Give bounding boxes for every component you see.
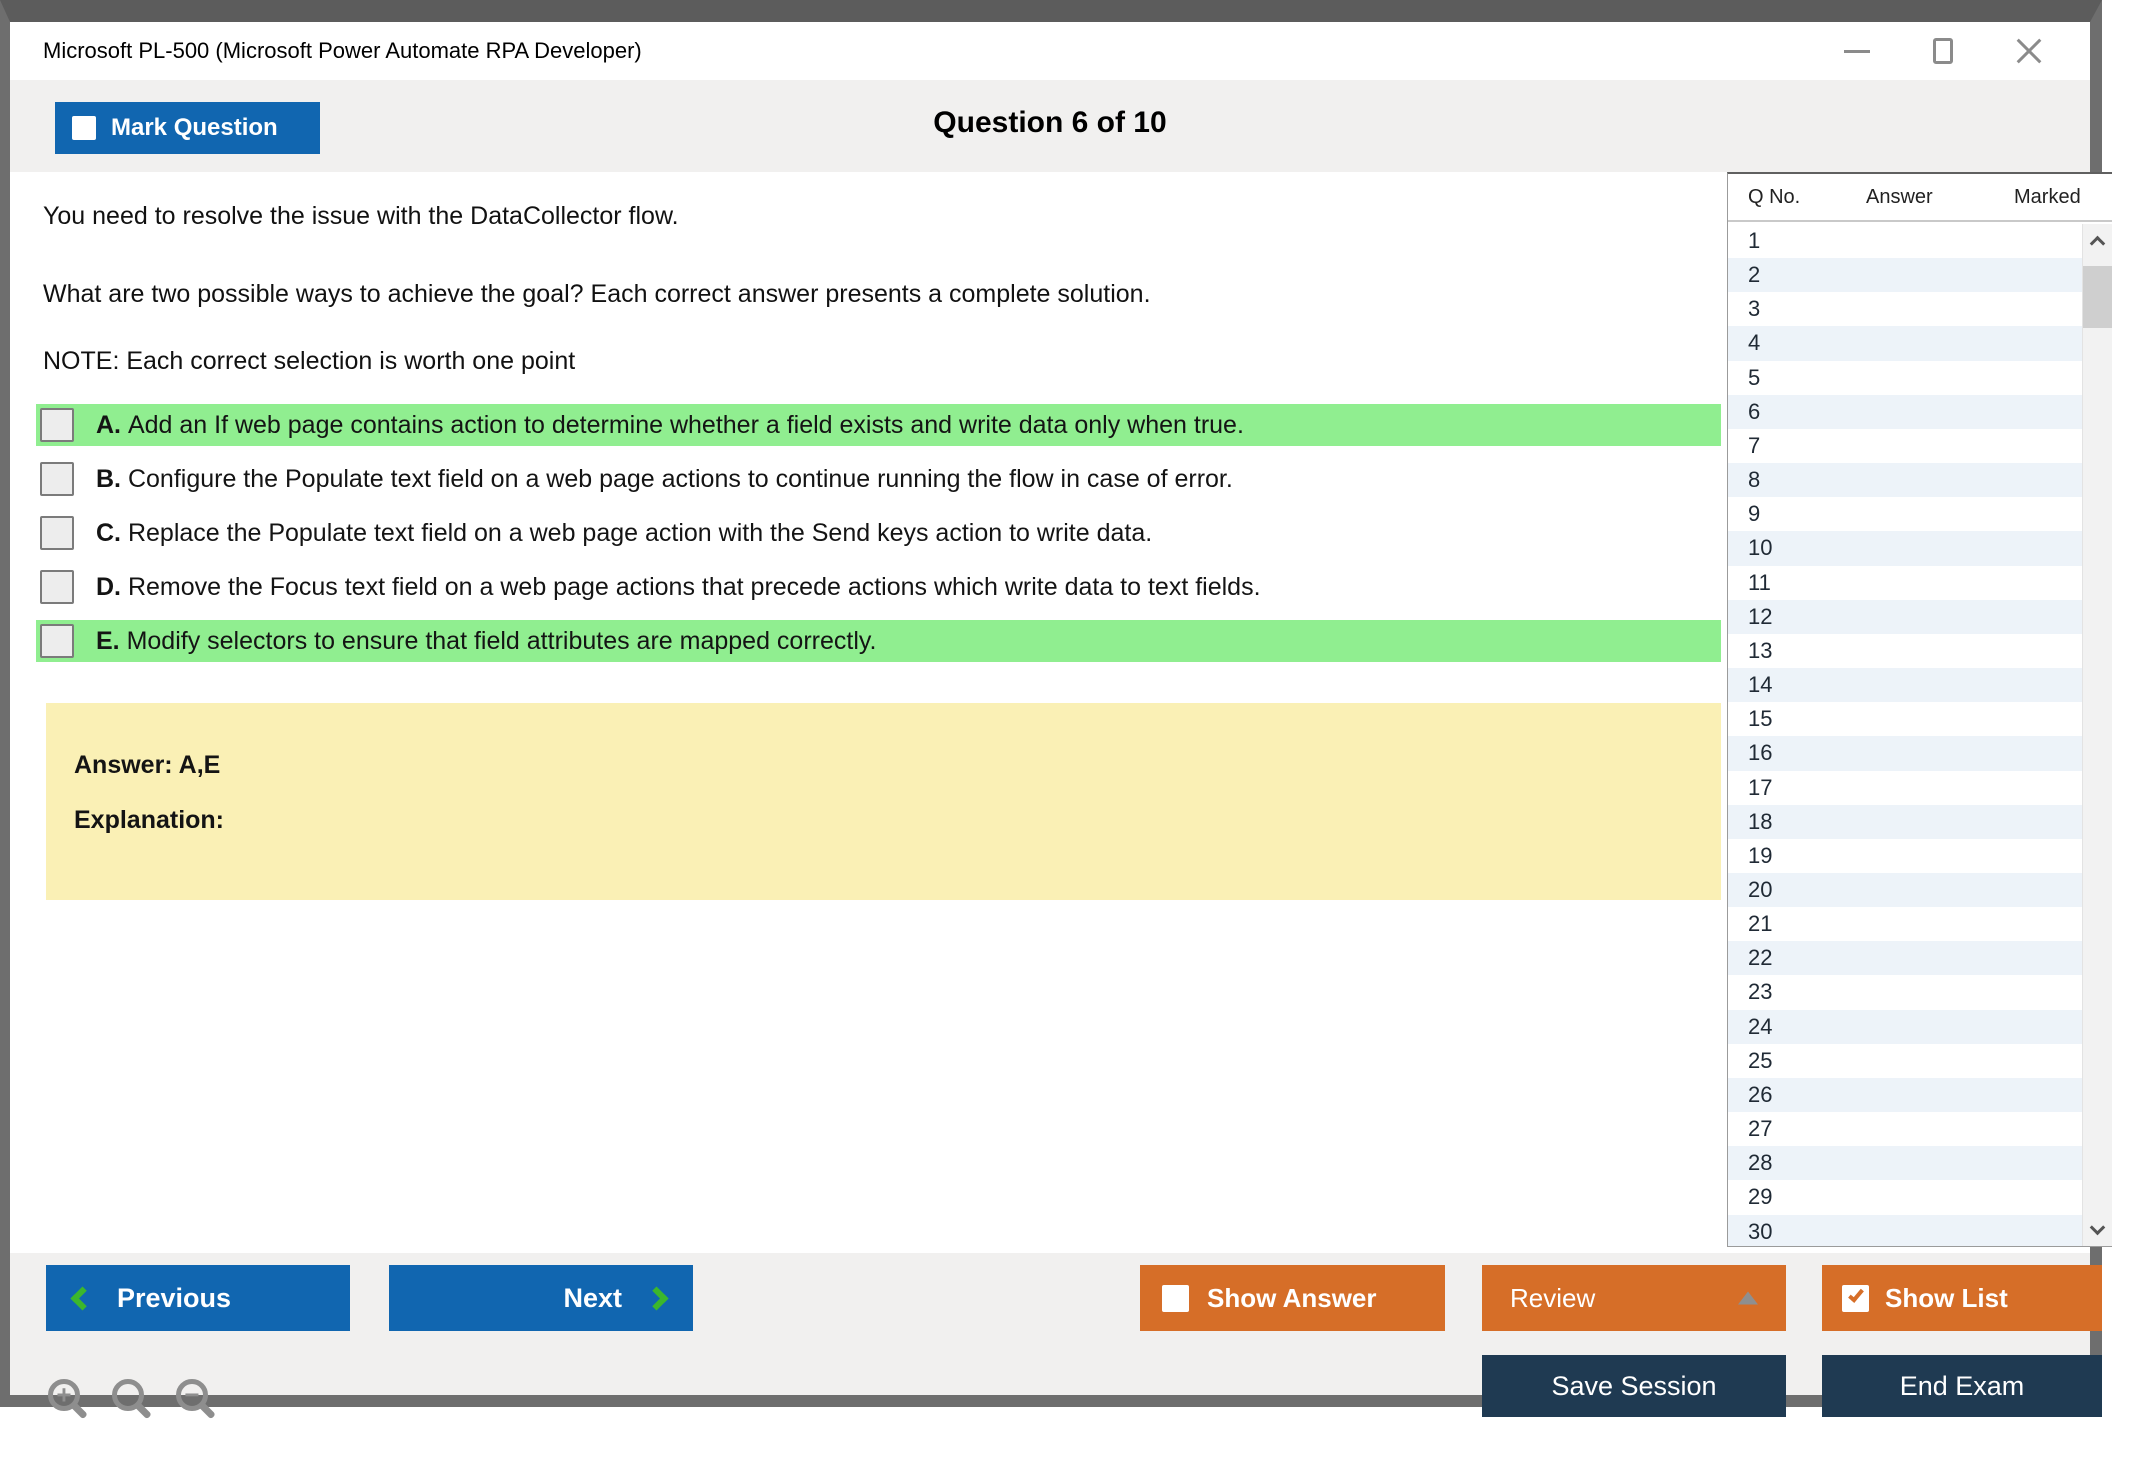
question-number: 17 <box>1748 774 1773 800</box>
option-checkbox[interactable] <box>40 408 74 442</box>
question-number: 16 <box>1748 740 1773 766</box>
question-number: 10 <box>1748 535 1773 561</box>
question-list-row[interactable] <box>1728 771 2082 805</box>
question-list-row[interactable] <box>1728 600 2082 634</box>
save-session-button[interactable] <box>1482 1355 1786 1417</box>
question-list-row[interactable] <box>1728 531 2082 565</box>
review-button[interactable] <box>1482 1265 1786 1331</box>
question-number: 28 <box>1748 1150 1773 1176</box>
question-number: 27 <box>1748 1116 1773 1142</box>
chevron-right-icon <box>644 1286 668 1310</box>
next-button[interactable] <box>389 1265 693 1331</box>
question-number: 9 <box>1748 501 1761 527</box>
question-number: 5 <box>1748 364 1761 390</box>
question-list-row[interactable] <box>1728 292 2082 326</box>
save-session-label: Save Session <box>1551 1370 1717 1401</box>
mark-question-label: Mark Question <box>111 114 278 141</box>
minimize-icon <box>1844 50 1870 53</box>
check-icon <box>1848 1286 1864 1303</box>
end-exam-label: End Exam <box>1899 1370 2025 1401</box>
triangle-up-icon <box>1738 1292 1758 1305</box>
question-list-row[interactable] <box>1728 361 2082 395</box>
question-list-row[interactable] <box>1728 975 2082 1009</box>
question-nav-panel <box>1727 172 2112 1247</box>
question-counter: Question 6 of 10 <box>933 106 1167 139</box>
question-list-row[interactable] <box>1728 907 2082 941</box>
chevron-left-icon <box>70 1286 94 1310</box>
question-list-row[interactable] <box>1728 429 2082 463</box>
question-number: 6 <box>1748 398 1761 424</box>
option-checkbox[interactable] <box>40 570 74 604</box>
option-text: E. Modify selectors to ensure that field attributes are mapped correctly. <box>96 626 877 655</box>
question-intro: You need to resolve the issue with the DataCollector flow. <box>43 202 679 230</box>
show-answer-button[interactable] <box>1140 1265 1445 1331</box>
option-checkbox[interactable] <box>40 462 74 496</box>
question-list-scrollbar[interactable] <box>2082 224 2112 1246</box>
question-list-row[interactable] <box>1728 873 2082 907</box>
chevron-up-icon <box>2090 235 2106 251</box>
option-checkbox[interactable] <box>40 624 74 658</box>
question-list-row[interactable] <box>1728 497 2082 531</box>
chevron-down-icon <box>2090 1219 2106 1235</box>
maximize-button[interactable] <box>1928 36 1958 66</box>
question-list-row[interactable] <box>1728 736 2082 770</box>
question-list <box>1728 224 2082 1246</box>
question-number: 18 <box>1748 808 1773 834</box>
close-icon <box>2015 37 2043 65</box>
previous-button[interactable] <box>46 1265 350 1331</box>
option-text: A. Add an If web page contains action to determine whether a field exists and write data only when true. <box>96 410 1244 439</box>
answer-label: Answer: A,E <box>74 751 221 779</box>
question-list-row[interactable] <box>1728 566 2082 600</box>
answer-option-e[interactable] <box>36 620 1721 662</box>
show-answer-label: Show Answer <box>1207 1282 1377 1313</box>
zoom-tools <box>48 1379 208 1411</box>
question-number: 20 <box>1748 876 1773 902</box>
question-number: 14 <box>1748 672 1773 698</box>
answer-option-a[interactable] <box>36 404 1721 446</box>
answer-box <box>46 703 1721 900</box>
question-list-row[interactable] <box>1728 634 2082 668</box>
question-prompt: What are two possible ways to achieve the goal? Each correct answer presents a complete solution. <box>43 280 1151 308</box>
show-list-checkbox[interactable] <box>1842 1285 1869 1312</box>
main-content <box>10 172 2090 1253</box>
question-list-row[interactable] <box>1728 702 2082 736</box>
question-number: 7 <box>1748 432 1761 458</box>
question-number: 23 <box>1748 979 1773 1005</box>
question-number: 11 <box>1748 569 1771 595</box>
question-note: NOTE: Each correct selection is worth one point <box>43 347 576 375</box>
option-text: D. Remove the Focus text field on a web page actions that precede actions which write data to text fields. <box>96 572 1261 601</box>
question-number: 13 <box>1748 637 1773 663</box>
zoom-icon[interactable] <box>112 1379 144 1411</box>
question-list-row[interactable] <box>1728 668 2082 702</box>
question-number: 21 <box>1748 911 1773 937</box>
option-text: B. Configure the Populate text field on a web page actions to continue running the flow in case of error. <box>96 464 1233 493</box>
scroll-down-button[interactable] <box>2083 1214 2112 1246</box>
answer-option-b[interactable] <box>36 458 1721 500</box>
question-list-row[interactable] <box>1728 941 2082 975</box>
title-bar <box>10 22 2090 80</box>
question-list-row[interactable] <box>1728 1146 2082 1180</box>
footer-bar <box>10 1253 2090 1401</box>
question-number: 19 <box>1748 842 1773 868</box>
question-number: 30 <box>1748 1218 1773 1244</box>
show-answer-checkbox[interactable] <box>1162 1285 1189 1312</box>
question-list-row[interactable] <box>1728 224 2082 258</box>
column-marked: Marked <box>2014 186 2081 208</box>
close-button[interactable] <box>2014 36 2044 66</box>
minimize-button[interactable] <box>1842 36 1872 66</box>
question-list-row[interactable] <box>1728 839 2082 873</box>
question-number: 2 <box>1748 262 1761 288</box>
question-number: 25 <box>1748 1047 1773 1073</box>
options-list <box>36 404 1721 674</box>
end-exam-button[interactable] <box>1822 1355 2102 1417</box>
question-list-row[interactable] <box>1728 1078 2082 1112</box>
next-label: Next <box>563 1282 622 1313</box>
answer-option-c[interactable] <box>36 512 1721 554</box>
question-number: 8 <box>1748 467 1761 493</box>
maximize-icon <box>1933 38 1953 64</box>
show-list-label: Show List <box>1885 1282 2008 1313</box>
question-list-row[interactable] <box>1728 1112 2082 1146</box>
show-list-button[interactable] <box>1822 1265 2102 1331</box>
scrollbar-thumb[interactable] <box>2083 266 2112 328</box>
question-list-row[interactable] <box>1728 1044 2082 1078</box>
review-label: Review <box>1510 1282 1596 1313</box>
question-number: 4 <box>1748 330 1761 356</box>
question-number: 22 <box>1748 945 1773 971</box>
question-list-row[interactable] <box>1728 1215 2082 1246</box>
scroll-up-button[interactable] <box>2083 224 2112 256</box>
question-list-row[interactable] <box>1728 1010 2082 1044</box>
option-checkbox[interactable] <box>40 516 74 550</box>
zoom-out-icon[interactable] <box>176 1379 208 1411</box>
window-controls <box>1842 22 2044 80</box>
header-bar <box>10 80 2090 172</box>
explanation-label: Explanation: <box>74 806 225 834</box>
window-title: Microsoft PL-500 (Microsoft Power Automate RPA Developer) <box>43 38 642 63</box>
question-list-row[interactable] <box>1728 395 2082 429</box>
question-list-row[interactable] <box>1728 326 2082 360</box>
question-number: 12 <box>1748 603 1773 629</box>
previous-label: Previous <box>117 1282 232 1313</box>
answer-option-d[interactable] <box>36 566 1721 608</box>
question-list-row[interactable] <box>1728 805 2082 839</box>
question-number: 24 <box>1748 1013 1773 1039</box>
column-answer: Answer <box>1866 186 1933 208</box>
zoom-in-icon[interactable] <box>48 1379 80 1411</box>
option-text: C. Replace the Populate text field on a web page action with the Send keys action to write data. <box>96 518 1153 547</box>
question-number: 3 <box>1748 296 1761 322</box>
question-list-row[interactable] <box>1728 463 2082 497</box>
question-number: 29 <box>1748 1184 1773 1210</box>
question-list-row[interactable] <box>1728 258 2082 292</box>
column-qno: Q No. <box>1748 186 1801 208</box>
question-number: 1 <box>1748 228 1761 253</box>
question-list-header <box>1728 174 2112 222</box>
question-number: 26 <box>1748 1081 1773 1107</box>
question-number: 15 <box>1748 706 1773 732</box>
question-list-row[interactable] <box>1728 1180 2082 1214</box>
